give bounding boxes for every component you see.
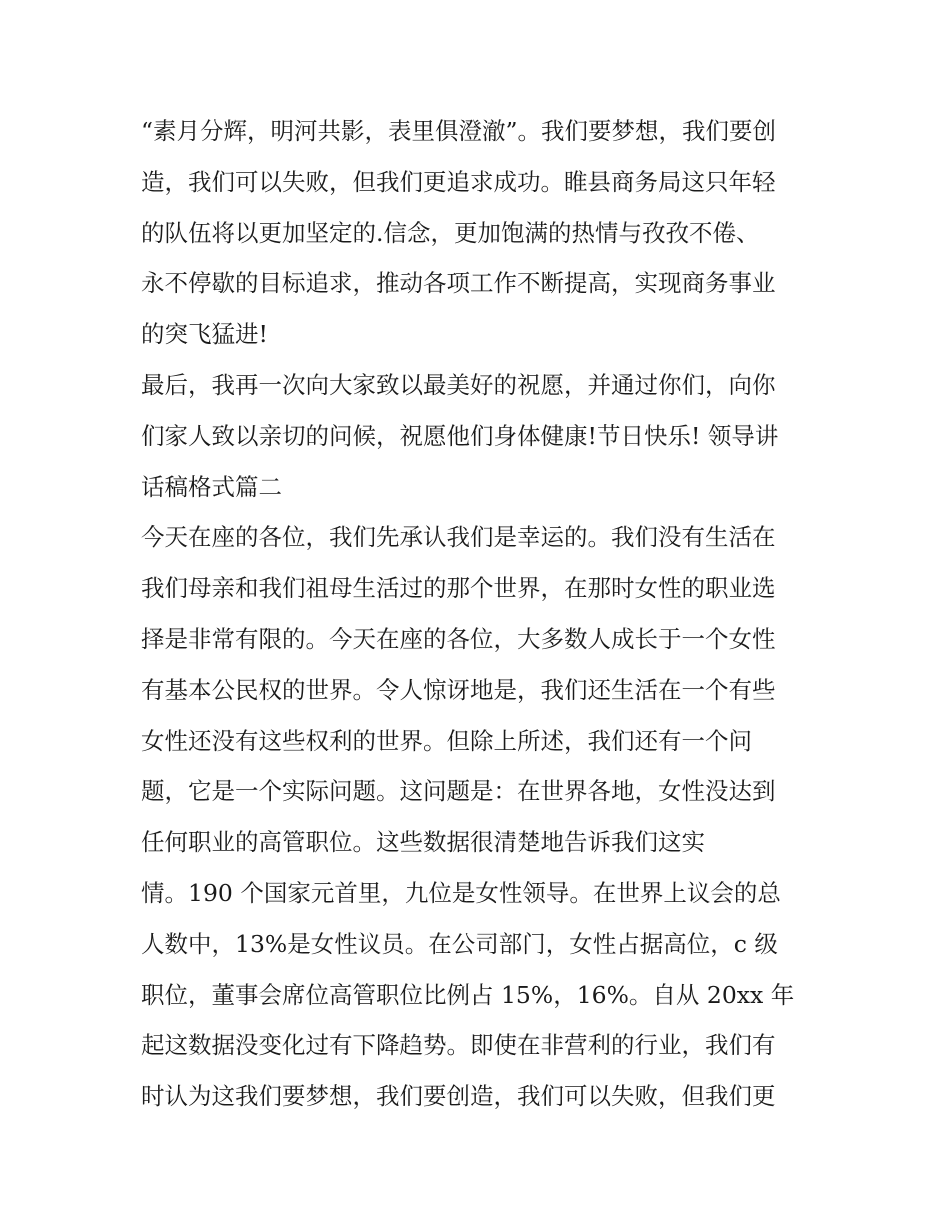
text-line: 择是非常有限的。今天在座的各位，大多数人成长于一个女性	[141, 624, 776, 653]
text-line: 话稿格式篇二	[141, 472, 282, 501]
text-line: 情。190 个国家元首里，九位是女性领导。在世界上议会的总	[141, 878, 781, 907]
text-line: 造，我们可以失败，但我们更追求成功。睢县商务局这只年轻	[141, 167, 776, 196]
text-line: 永不停歇的目标追求，推动各项工作不断提高，实现商务事业	[141, 269, 776, 298]
text-line: 有基本公民权的世界。令人惊讶地是，我们还生活在一个有些	[141, 675, 776, 704]
text-line: 女性还没有这些权利的世界。但除上所述，我们还有一个问	[141, 726, 752, 755]
text-line: 的突飞猛进!	[141, 320, 268, 349]
text-line: 时认为这我们要梦想，我们要创造，我们可以失败，但我们更	[141, 1082, 776, 1111]
text-line: 题，它是一个实际问题。这问题是：在世界各地，女性没达到	[141, 777, 776, 806]
text-line: 任何职业的高管职位。这些数据很清楚地告诉我们这实	[141, 828, 705, 857]
text-line: 今天在座的各位，我们先承认我们是幸运的。我们没有生活在	[141, 523, 776, 552]
text-line: 我们母亲和我们祖母生活过的那个世界，在那时女性的职业选	[141, 574, 776, 603]
text-line: 们家人致以亲切的问候，祝愿他们身体健康!节日快乐! 领导讲	[141, 421, 779, 450]
text-line: 人数中，13%是女性议员。在公司部门，女性占据高位，c 级	[141, 929, 778, 958]
text-line: 职位，董事会席位高管职位比例占 15%，16%。自从 20xx 年	[141, 980, 795, 1009]
text-line: 最后，我再一次向大家致以最美好的祝愿，并通过你们，向你	[141, 370, 776, 399]
text-line: 起这数据没变化过有下降趋势。即使在非营利的行业，我们有	[141, 1031, 776, 1060]
text-line: 的队伍将以更加坚定的.信念，更加饱满的热情与孜孜不倦、	[141, 218, 760, 247]
text-line: “素月分辉，明河共影，表里俱澄澈”。我们要梦想，我们要创	[141, 117, 777, 145]
document-body	[141, 106, 821, 1122]
